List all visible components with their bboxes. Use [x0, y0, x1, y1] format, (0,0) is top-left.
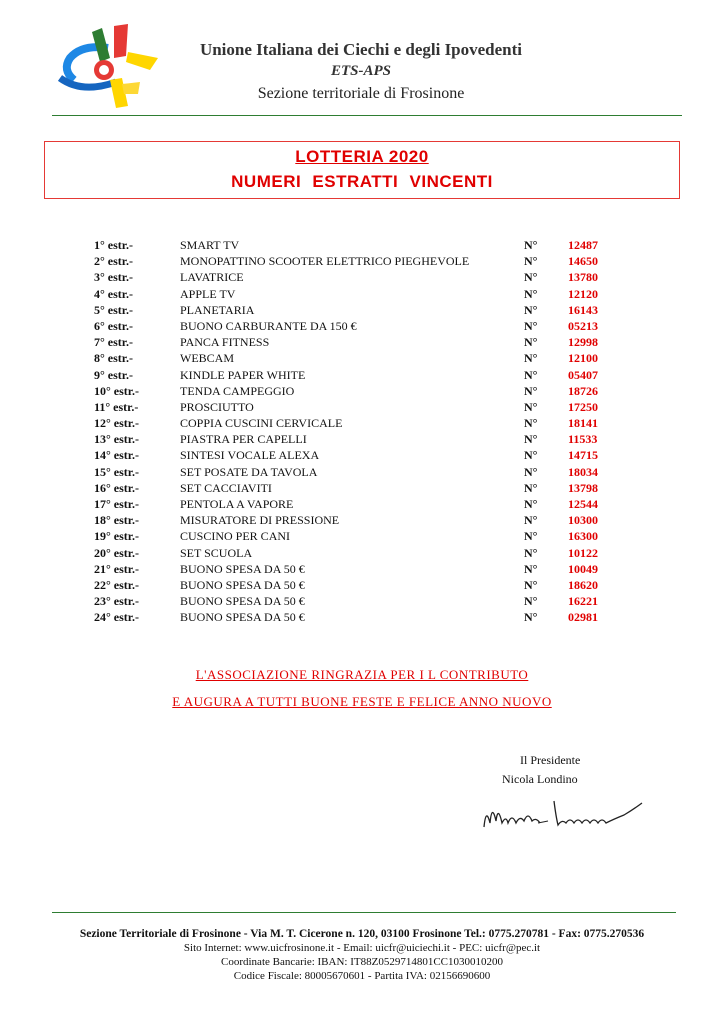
prize-name: WEBCAM — [180, 351, 234, 366]
draw-order: 16° estr.- — [94, 480, 140, 495]
winning-number: 05407 — [568, 367, 598, 382]
number-label: N° — [524, 545, 538, 560]
number-label: N° — [524, 480, 538, 495]
number-label: N° — [524, 432, 538, 447]
number-label: N° — [524, 318, 538, 333]
winning-number: 18726 — [568, 383, 598, 398]
winning-number: 05213 — [568, 318, 598, 333]
draw-row — [94, 545, 634, 561]
draw-order: 5° estr.- — [94, 302, 134, 317]
draw-row — [94, 383, 634, 399]
prize-name: BUONO SPESA DA 50 € — [180, 577, 305, 592]
number-label: N° — [524, 254, 538, 269]
thanks-line-2: E AUGURA A TUTTI BUONE FESTE E FELICE ANNO NUOVO — [172, 694, 552, 709]
draw-row — [94, 399, 634, 415]
number-label: N° — [524, 270, 538, 285]
draw-order: 9° estr.- — [94, 367, 134, 382]
org-subtitle: ETS-APS — [330, 63, 391, 79]
number-label: N° — [524, 464, 538, 479]
winning-number: 17250 — [568, 399, 598, 414]
winning-number: 12487 — [568, 238, 598, 252]
draw-row — [94, 431, 634, 447]
prize-name: CUSCINO PER CANI — [180, 529, 291, 544]
prize-name: SET CACCIAVITI — [180, 480, 272, 495]
draw-order: 17° estr.- — [94, 497, 140, 511]
winning-number: 14715 — [568, 448, 598, 463]
winning-number: 12120 — [568, 286, 598, 301]
draw-row — [94, 447, 634, 463]
number-label: N° — [524, 561, 538, 576]
draw-order: 24° estr.- — [94, 610, 140, 625]
header-divider — [52, 115, 682, 116]
prize-name: PROSCIUTTO — [180, 399, 254, 414]
draw-order: 10° estr.- — [94, 383, 140, 398]
draw-order: 14° estr.- — [94, 448, 140, 463]
winning-number: 13780 — [568, 270, 598, 285]
prize-name: KINDLE PAPER WHITE — [180, 367, 306, 382]
number-label: N° — [524, 399, 538, 414]
number-label: N° — [524, 286, 538, 301]
winning-number: 12998 — [568, 335, 598, 350]
draw-order: 4° estr.- — [94, 286, 134, 301]
prize-name: MONOPATTINO SCOOTER ELETTRICO PIEGHEVOLE — [180, 254, 470, 269]
draw-order: 8° estr.- — [94, 351, 134, 366]
footer-address: Sezione Territoriale di Frosinone - Via M. T. Cicerone n. 120, 03100 Frosinone Tel.: 0775.270781 - Fax: 0775.270536 — [79, 928, 645, 940]
handwritten-signature — [478, 793, 648, 837]
winning-number: 10049 — [568, 561, 598, 576]
prize-name: LAVATRICE — [180, 270, 244, 285]
prize-name: PANCA FITNESS — [180, 335, 270, 350]
prize-name: MISURATORE DI PRESSIONE — [180, 513, 340, 528]
number-label: N° — [524, 302, 538, 317]
draw-row — [94, 253, 634, 269]
number-label: N° — [524, 594, 538, 609]
org-name: Unione Italiana dei Ciechi e degli Ipovedenti — [199, 40, 523, 59]
prize-name: BUONO CARBURANTE DA 150 € — [180, 318, 357, 333]
thanks-line-1: L'ASSOCIAZIONE RINGRAZIA PER I L CONTRIBUTO — [195, 667, 529, 682]
prize-name: TENDA CAMPEGGIO — [180, 383, 295, 398]
prize-name: PENTOLA A VAPORE — [180, 497, 294, 511]
winning-number: 02981 — [568, 610, 598, 625]
winning-number: 16143 — [568, 302, 598, 317]
draw-order: 19° estr.- — [94, 529, 140, 544]
winning-number: 16221 — [568, 594, 598, 609]
draw-row — [94, 269, 634, 285]
prize-name: SMART TV — [180, 238, 240, 252]
president-name: Nicola Londino — [502, 772, 578, 786]
draw-row — [94, 286, 634, 302]
org-section: Sezione territoriale di Frosinone — [257, 85, 465, 102]
number-label: N° — [524, 513, 538, 528]
number-label: N° — [524, 610, 538, 625]
footer-divider — [52, 912, 676, 913]
draw-order: 3° estr.- — [94, 270, 134, 285]
number-label: N° — [524, 529, 538, 544]
footer-contacts: Sito Internet: www.uicfrosinone.it - Email: uicfr@uiciechi.it - PEC: uicfr@pec.it — [183, 942, 541, 954]
draw-order: 13° estr.- — [94, 432, 140, 447]
winning-number: 14650 — [568, 254, 598, 269]
number-label: N° — [524, 238, 538, 252]
draw-row — [94, 577, 634, 593]
draw-row — [94, 593, 634, 609]
winning-number: 12100 — [568, 351, 598, 366]
draw-order: 6° estr.- — [94, 318, 134, 333]
winning-number: 18141 — [568, 416, 598, 431]
winning-number: 10300 — [568, 513, 598, 528]
draw-order: 21° estr.- — [94, 561, 140, 576]
draw-row — [94, 415, 634, 431]
number-label: N° — [524, 351, 538, 366]
winning-number: 13798 — [568, 480, 598, 495]
draw-row — [94, 609, 634, 625]
draw-row — [94, 318, 634, 334]
draw-row — [94, 464, 634, 480]
draw-row — [94, 496, 634, 512]
footer-tax: Codice Fiscale: 80005670601 - Partita IVA: 02156690600 — [233, 970, 491, 982]
draw-order: 15° estr.- — [94, 464, 140, 479]
draw-row — [94, 367, 634, 383]
prize-name: PLANETARIA — [180, 302, 255, 317]
draw-row — [94, 561, 634, 577]
draw-row — [94, 350, 634, 366]
prize-name: BUONO SPESA DA 50 € — [180, 610, 305, 625]
winning-number: 18620 — [568, 577, 598, 592]
draw-row — [94, 334, 634, 350]
number-label: N° — [524, 497, 538, 511]
document-title: LOTTERIA 2020 — [295, 147, 429, 166]
winning-number: 10122 — [568, 545, 598, 560]
number-label: N° — [524, 577, 538, 592]
prize-name: APPLE TV — [180, 286, 236, 301]
uici-logo-icon — [52, 22, 162, 112]
number-label: N° — [524, 383, 538, 398]
prize-name: COPPIA CUSCINI CERVICALE — [180, 416, 343, 431]
number-label: N° — [524, 367, 538, 382]
winning-number: 16300 — [568, 529, 598, 544]
prize-name: BUONO SPESA DA 50 € — [180, 561, 305, 576]
draw-row — [94, 237, 634, 253]
prize-name: SET SCUOLA — [180, 545, 253, 560]
draw-row — [94, 528, 634, 544]
winning-numbers-list — [94, 237, 634, 626]
draw-order: 7° estr.- — [94, 335, 134, 350]
draw-row — [94, 512, 634, 528]
draw-row — [94, 302, 634, 318]
winning-number: 11533 — [568, 432, 598, 447]
prize-name: BUONO SPESA DA 50 € — [180, 594, 305, 609]
footer-bank: Coordinate Bancarie: IBAN: IT88Z0529714801CC1030010200 — [221, 956, 503, 968]
number-label: N° — [524, 416, 538, 431]
number-label: N° — [524, 335, 538, 350]
winning-number: 12544 — [568, 497, 598, 511]
winning-number: 18034 — [568, 464, 598, 479]
prize-name: PIASTRA PER CAPELLI — [180, 432, 307, 447]
document-subtitle: NUMERI ESTRATTI VINCENTI — [231, 172, 493, 191]
draw-order: 12° estr.- — [94, 416, 140, 431]
draw-order: 18° estr.- — [94, 513, 140, 528]
draw-order: 11° estr.- — [94, 399, 139, 414]
draw-order: 2° estr.- — [94, 254, 134, 269]
number-label: N° — [524, 448, 538, 463]
prize-name: SET POSATE DA TAVOLA — [180, 464, 318, 479]
president-role: Il Presidente — [520, 753, 581, 767]
draw-order: 1° estr.- — [94, 238, 134, 252]
draw-order: 20° estr.- — [94, 545, 140, 560]
draw-order: 23° estr.- — [94, 594, 140, 609]
draw-order: 22° estr.- — [94, 577, 140, 592]
prize-name: SINTESI VOCALE ALEXA — [180, 448, 320, 463]
draw-row — [94, 480, 634, 496]
